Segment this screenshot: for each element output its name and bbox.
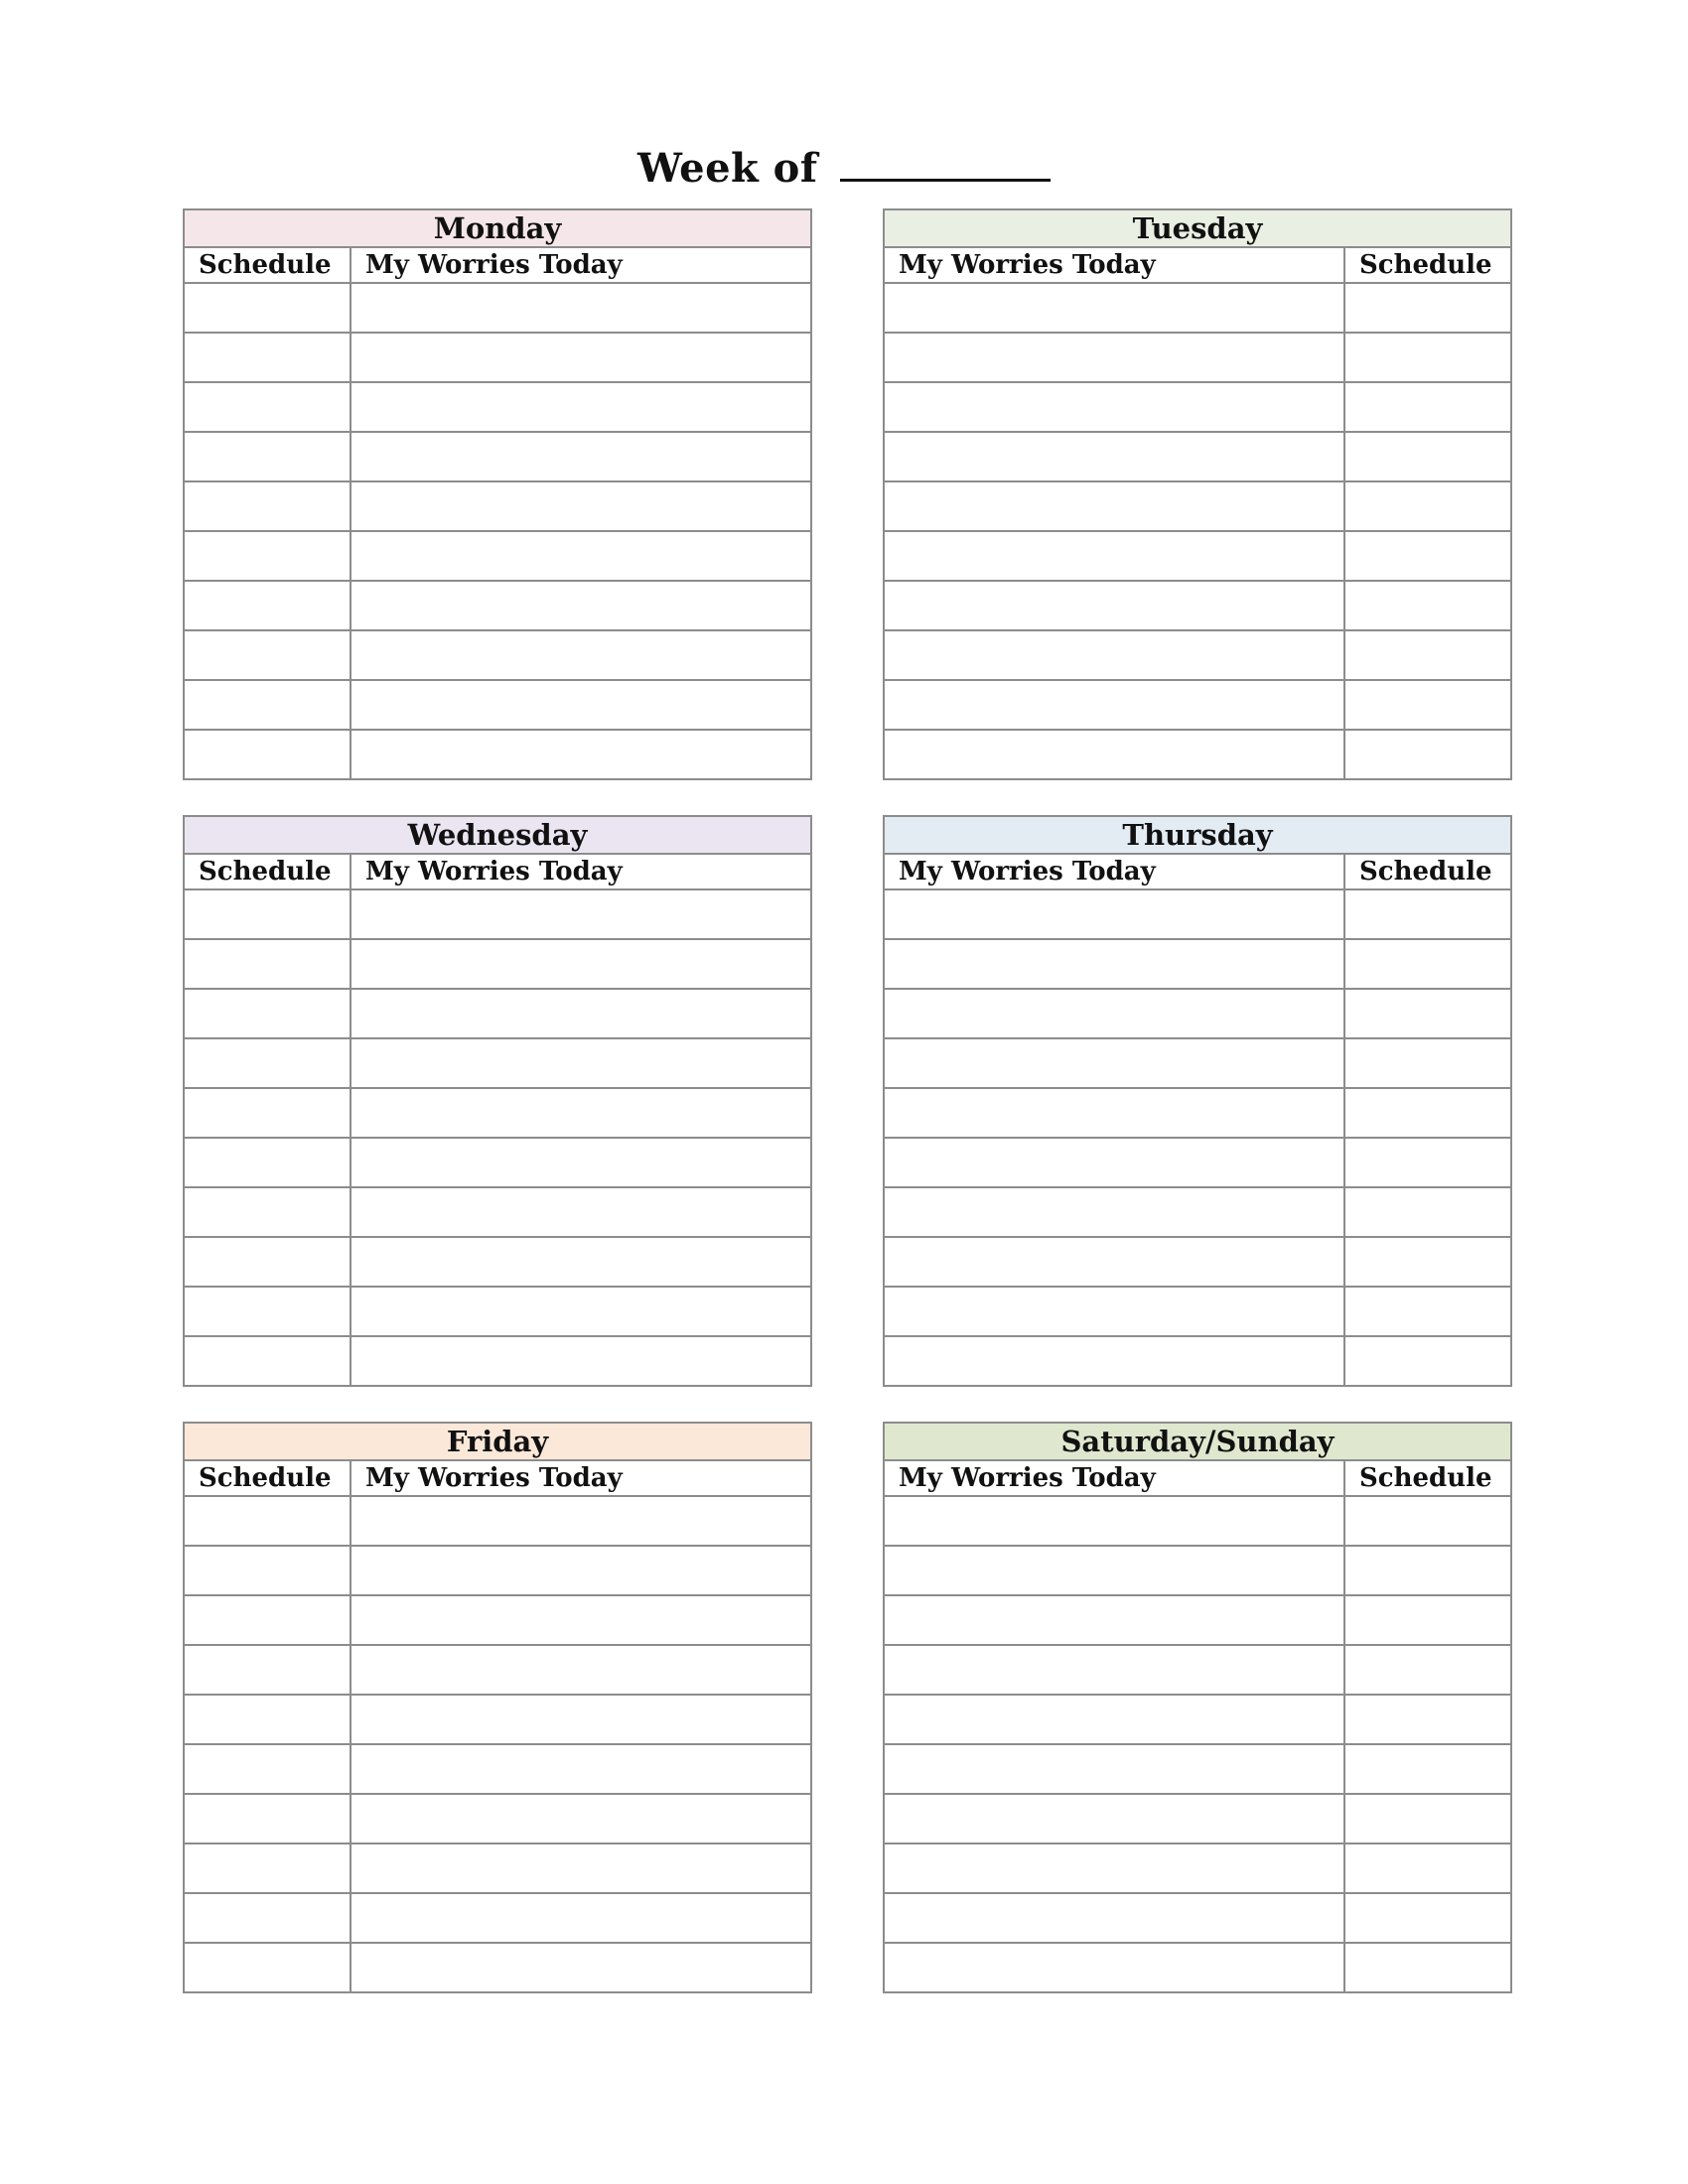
day-header-monday: Monday	[184, 209, 811, 247]
schedule-cell[interactable]	[1344, 481, 1511, 531]
schedule-cell[interactable]	[1344, 1645, 1511, 1695]
table-row	[884, 889, 1511, 939]
table-row	[184, 382, 811, 432]
table-row	[884, 333, 1511, 382]
worry-cell[interactable]	[351, 1695, 811, 1744]
day-header-thursday: Thursday	[884, 816, 1511, 854]
worry-cell[interactable]	[884, 382, 1344, 432]
schedule-cell[interactable]	[184, 1893, 351, 1943]
schedule-cell[interactable]	[184, 1843, 351, 1893]
schedule-cell[interactable]	[1344, 1893, 1511, 1943]
day-rows	[184, 1496, 811, 1992]
table-row	[884, 1336, 1511, 1386]
schedule-cell[interactable]	[1344, 1496, 1511, 1546]
schedule-cell[interactable]	[184, 1496, 351, 1546]
table-row	[184, 1496, 811, 1546]
schedule-cell[interactable]	[1344, 1088, 1511, 1138]
day-rows	[884, 889, 1511, 1386]
worry-cell[interactable]	[351, 531, 811, 581]
table-row	[884, 1893, 1511, 1943]
table-row	[184, 1237, 811, 1287]
worries-column-header: My Worries Today	[351, 1460, 811, 1496]
worry-cell[interactable]	[884, 1695, 1344, 1744]
schedule-cell[interactable]	[184, 1187, 351, 1237]
table-row	[884, 630, 1511, 680]
table-row	[184, 889, 811, 939]
table-row	[884, 680, 1511, 730]
worry-cell[interactable]	[884, 1287, 1344, 1336]
schedule-cell[interactable]	[1344, 1138, 1511, 1187]
schedule-cell[interactable]	[1344, 531, 1511, 581]
worry-cell[interactable]	[884, 481, 1344, 531]
table-row	[184, 1546, 811, 1595]
worry-cell[interactable]	[351, 333, 811, 382]
schedule-cell[interactable]	[1344, 1038, 1511, 1088]
day-header-friday: Friday	[184, 1423, 811, 1460]
table-row	[184, 1595, 811, 1645]
schedule-cell[interactable]	[184, 730, 351, 779]
worry-cell[interactable]	[351, 730, 811, 779]
schedule-cell[interactable]	[1344, 1287, 1511, 1336]
schedule-cell[interactable]	[1344, 382, 1511, 432]
schedule-cell[interactable]	[184, 889, 351, 939]
worries-column-header: My Worries Today	[351, 854, 811, 889]
schedule-cell[interactable]	[184, 481, 351, 531]
worry-cell[interactable]	[884, 531, 1344, 581]
day-header-saturday-sunday: Saturday/Sunday	[884, 1423, 1511, 1460]
table-row	[184, 1287, 811, 1336]
worry-cell[interactable]	[351, 481, 811, 531]
day-header-tuesday: Tuesday	[884, 209, 1511, 247]
schedule-cell[interactable]	[184, 1645, 351, 1695]
table-row	[884, 1237, 1511, 1287]
worry-cell[interactable]	[884, 432, 1344, 481]
week-date-blank[interactable]	[840, 145, 1051, 182]
worry-cell[interactable]	[884, 1138, 1344, 1187]
schedule-cell[interactable]	[184, 1744, 351, 1794]
schedule-cell[interactable]	[184, 1336, 351, 1386]
table-row	[184, 730, 811, 779]
schedule-cell[interactable]	[1344, 939, 1511, 989]
schedule-cell[interactable]	[184, 1595, 351, 1645]
table-row	[884, 1744, 1511, 1794]
worry-cell[interactable]	[884, 1237, 1344, 1287]
table-row	[884, 1287, 1511, 1336]
table-row	[184, 680, 811, 730]
worry-cell[interactable]	[884, 581, 1344, 630]
schedule-column-header: Schedule	[1344, 1460, 1511, 1496]
schedule-cell[interactable]	[1344, 989, 1511, 1038]
table-row	[184, 1038, 811, 1088]
table-row	[184, 1645, 811, 1695]
day-table-monday	[183, 208, 812, 780]
worry-cell[interactable]	[351, 1744, 811, 1794]
schedule-cell[interactable]	[1344, 1336, 1511, 1386]
schedule-cell[interactable]	[184, 680, 351, 730]
worry-cell[interactable]	[351, 630, 811, 680]
title-text: Week of	[636, 145, 818, 192]
table-row	[884, 1794, 1511, 1843]
worry-cell[interactable]	[884, 1496, 1344, 1546]
table-row	[184, 1843, 811, 1893]
table-row	[884, 1645, 1511, 1695]
worry-cell[interactable]	[884, 1794, 1344, 1843]
schedule-column-header: Schedule	[1344, 247, 1511, 283]
schedule-cell[interactable]	[1344, 1546, 1511, 1595]
table-row	[884, 283, 1511, 333]
worry-cell[interactable]	[884, 1943, 1344, 1992]
schedule-cell[interactable]	[184, 1038, 351, 1088]
table-row	[884, 1496, 1511, 1546]
schedule-cell[interactable]	[1344, 581, 1511, 630]
worry-cell[interactable]	[351, 1943, 811, 1992]
schedule-cell[interactable]	[184, 1287, 351, 1336]
worry-cell[interactable]	[351, 1595, 811, 1645]
table-row	[184, 333, 811, 382]
schedule-cell[interactable]	[184, 382, 351, 432]
table-row	[884, 730, 1511, 779]
worry-cell[interactable]	[351, 283, 811, 333]
schedule-cell[interactable]	[184, 333, 351, 382]
schedule-cell[interactable]	[1344, 1943, 1511, 1992]
day-table-thursday	[883, 815, 1512, 1387]
worry-cell[interactable]	[351, 1336, 811, 1386]
table-row	[184, 1336, 811, 1386]
worry-cell[interactable]	[884, 1038, 1344, 1088]
table-row	[184, 283, 811, 333]
schedule-cell[interactable]	[1344, 1744, 1511, 1794]
table-row	[184, 1138, 811, 1187]
table-row	[884, 531, 1511, 581]
worry-cell[interactable]	[351, 680, 811, 730]
schedule-cell[interactable]	[184, 1695, 351, 1744]
worry-cell[interactable]	[351, 382, 811, 432]
schedule-cell[interactable]	[1344, 283, 1511, 333]
worry-cell[interactable]	[351, 889, 811, 939]
table-row	[184, 581, 811, 630]
worry-cell[interactable]	[884, 1645, 1344, 1695]
worry-cell[interactable]	[884, 1744, 1344, 1794]
day-table-saturday-sunday	[883, 1422, 1512, 1993]
schedule-column-header: Schedule	[184, 247, 351, 283]
worry-cell[interactable]	[884, 939, 1344, 989]
worry-cell[interactable]	[884, 1546, 1344, 1595]
schedule-cell[interactable]	[1344, 889, 1511, 939]
schedule-column-header: Schedule	[184, 854, 351, 889]
worries-column-header: My Worries Today	[351, 247, 811, 283]
schedule-cell[interactable]	[184, 1237, 351, 1287]
worries-column-header: My Worries Today	[884, 247, 1344, 283]
day-table-friday	[183, 1422, 812, 1993]
worry-cell[interactable]	[351, 1138, 811, 1187]
schedule-cell[interactable]	[1344, 1187, 1511, 1237]
table-row	[884, 1595, 1511, 1645]
table-row	[184, 989, 811, 1038]
worry-cell[interactable]	[884, 680, 1344, 730]
schedule-cell[interactable]	[1344, 432, 1511, 481]
table-row	[884, 581, 1511, 630]
day-rows	[884, 283, 1511, 779]
worry-cell[interactable]	[351, 581, 811, 630]
table-row	[184, 630, 811, 680]
table-row	[884, 1138, 1511, 1187]
worry-cell[interactable]	[884, 1336, 1344, 1386]
table-row	[184, 1187, 811, 1237]
table-row	[884, 1695, 1511, 1744]
table-row	[884, 1546, 1511, 1595]
worry-cell[interactable]	[884, 1843, 1344, 1893]
schedule-cell[interactable]	[1344, 333, 1511, 382]
worry-cell[interactable]	[884, 1595, 1344, 1645]
worry-cell[interactable]	[884, 1187, 1344, 1237]
table-row	[884, 1038, 1511, 1088]
day-rows	[184, 283, 811, 779]
schedule-cell[interactable]	[184, 283, 351, 333]
schedule-cell[interactable]	[184, 1794, 351, 1843]
table-row	[884, 939, 1511, 989]
schedule-cell[interactable]	[1344, 1237, 1511, 1287]
table-row	[884, 1187, 1511, 1237]
schedule-column-header: Schedule	[184, 1460, 351, 1496]
worry-cell[interactable]	[351, 939, 811, 989]
table-row	[884, 1843, 1511, 1893]
schedule-cell[interactable]	[1344, 1843, 1511, 1893]
schedule-cell[interactable]	[184, 630, 351, 680]
schedule-cell[interactable]	[1344, 730, 1511, 779]
worry-cell[interactable]	[351, 1645, 811, 1695]
worry-cell[interactable]	[884, 283, 1344, 333]
worry-cell[interactable]	[884, 889, 1344, 939]
table-row	[884, 481, 1511, 531]
worry-cell[interactable]	[351, 1843, 811, 1893]
worry-cell[interactable]	[351, 1237, 811, 1287]
day-table-tuesday	[883, 208, 1512, 780]
day-header-wednesday: Wednesday	[184, 816, 811, 854]
page-title	[0, 145, 1688, 192]
schedule-cell[interactable]	[1344, 1794, 1511, 1843]
worries-column-header: My Worries Today	[884, 854, 1344, 889]
table-row	[184, 1794, 811, 1843]
worry-cell[interactable]	[351, 1794, 811, 1843]
worry-cell[interactable]	[351, 432, 811, 481]
table-row	[884, 989, 1511, 1038]
worry-cell[interactable]	[351, 1187, 811, 1237]
worry-cell[interactable]	[351, 989, 811, 1038]
table-row	[184, 939, 811, 989]
schedule-cell[interactable]	[184, 432, 351, 481]
worry-cell[interactable]	[351, 1893, 811, 1943]
table-row	[884, 382, 1511, 432]
day-rows	[184, 889, 811, 1386]
worry-cell[interactable]	[351, 1496, 811, 1546]
table-row	[884, 1943, 1511, 1992]
worry-cell[interactable]	[884, 630, 1344, 680]
schedule-cell[interactable]	[184, 1088, 351, 1138]
schedule-cell[interactable]	[184, 939, 351, 989]
worry-cell[interactable]	[884, 1893, 1344, 1943]
schedule-cell[interactable]	[1344, 680, 1511, 730]
table-row	[184, 1088, 811, 1138]
table-row	[884, 432, 1511, 481]
worry-cell[interactable]	[351, 1546, 811, 1595]
schedule-cell[interactable]	[184, 1943, 351, 1992]
worry-cell[interactable]	[884, 730, 1344, 779]
table-row	[184, 1695, 811, 1744]
table-row	[184, 481, 811, 531]
table-row	[184, 1943, 811, 1992]
schedule-cell[interactable]	[184, 1546, 351, 1595]
schedule-cell[interactable]	[1344, 1695, 1511, 1744]
schedule-cell[interactable]	[1344, 1595, 1511, 1645]
day-rows	[884, 1496, 1511, 1992]
schedule-cell[interactable]	[184, 989, 351, 1038]
table-row	[184, 1744, 811, 1794]
worry-cell[interactable]	[351, 1038, 811, 1088]
worry-cell[interactable]	[884, 333, 1344, 382]
schedule-cell[interactable]	[184, 1138, 351, 1187]
worry-cell[interactable]	[351, 1088, 811, 1138]
table-row	[184, 1893, 811, 1943]
table-row	[884, 1088, 1511, 1138]
table-row	[184, 432, 811, 481]
worry-cell[interactable]	[351, 1287, 811, 1336]
day-table-wednesday	[183, 815, 812, 1387]
schedule-column-header: Schedule	[1344, 854, 1511, 889]
worries-column-header: My Worries Today	[884, 1460, 1344, 1496]
table-row	[184, 531, 811, 581]
schedule-cell[interactable]	[184, 581, 351, 630]
worry-cell[interactable]	[884, 989, 1344, 1038]
worry-cell[interactable]	[884, 1088, 1344, 1138]
schedule-cell[interactable]	[184, 531, 351, 581]
schedule-cell[interactable]	[1344, 630, 1511, 680]
